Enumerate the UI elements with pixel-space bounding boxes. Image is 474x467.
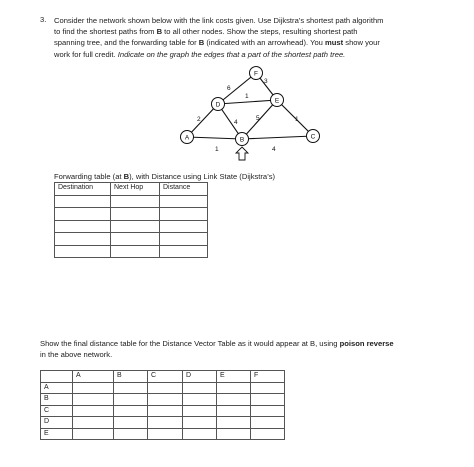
- dv-row: [41, 382, 285, 394]
- question-line-3: spanning tree, and the forwarding table for B (indicated with an arrowhead). You must show your: [54, 38, 380, 48]
- edge-d-e: [218, 100, 277, 104]
- forwarding-caption: Forwarding table (at B), with Distance using Link State (Dijkstra’s): [54, 172, 276, 181]
- table-cell[interactable]: [114, 428, 148, 440]
- edge-label-be: 5: [256, 115, 260, 122]
- dv-row-header-a: A: [41, 382, 73, 394]
- table-cell[interactable]: [183, 394, 217, 406]
- dv-col-header-a: A: [73, 371, 114, 383]
- table-cell[interactable]: [111, 208, 160, 221]
- forwarding-table: [54, 182, 208, 258]
- edge-label-ce: 1: [295, 116, 299, 123]
- forwarding-row: [55, 233, 208, 246]
- table-cell[interactable]: [73, 417, 114, 429]
- forwarding-row: [55, 220, 208, 233]
- question-line-2: to find the shortest paths from B to all other nodes. Show the steps, resulting shortest path: [54, 27, 358, 37]
- table-cell[interactable]: [114, 405, 148, 417]
- node-label-b: B: [239, 136, 245, 144]
- table-cell[interactable]: [217, 428, 251, 440]
- node-label-e: E: [274, 97, 280, 105]
- table-cell[interactable]: [251, 405, 285, 417]
- dv-row: [41, 417, 285, 429]
- dv-corner-cell: [41, 371, 73, 383]
- edge-d-f: [218, 70, 258, 104]
- table-cell[interactable]: [55, 195, 111, 208]
- table-cell[interactable]: [183, 405, 217, 417]
- table-cell[interactable]: [160, 245, 208, 258]
- forwarding-row: [55, 208, 208, 221]
- table-cell[interactable]: [114, 394, 148, 406]
- dv-col-header-e: E: [217, 371, 251, 383]
- table-cell[interactable]: [217, 417, 251, 429]
- table-cell[interactable]: [73, 428, 114, 440]
- table-cell[interactable]: [73, 394, 114, 406]
- question-line-4: work for full credit. Indicate on the graph the edges that a part of the shortest path tree.: [54, 49, 346, 59]
- table-cell[interactable]: [148, 417, 183, 429]
- table-cell[interactable]: [217, 405, 251, 417]
- table-cell[interactable]: [160, 208, 208, 221]
- dv-col-header-b: B: [114, 371, 148, 383]
- edge-b-c: [242, 136, 313, 139]
- edge-label-ab: 1: [215, 146, 219, 153]
- edge-a-b: [187, 137, 242, 139]
- dv-col-header-d: D: [183, 371, 217, 383]
- forwarding-header-distance: Distance: [160, 183, 208, 196]
- dv-caption: Show the final distance table for the Distance Vector Table as it would appear at B, using poison reverse in the above network.: [40, 339, 394, 359]
- edge-label-de: 1: [245, 93, 249, 100]
- dv-col-header-c: C: [148, 371, 183, 383]
- dv-header-row: [41, 371, 285, 383]
- table-cell[interactable]: [217, 382, 251, 394]
- table-cell[interactable]: [160, 220, 208, 233]
- table-cell[interactable]: [55, 208, 111, 221]
- table-cell[interactable]: [111, 195, 160, 208]
- forwarding-header-next-hop: Next Hop: [111, 183, 160, 196]
- table-cell[interactable]: [111, 245, 160, 258]
- dv-col-header-f: F: [251, 371, 285, 383]
- dv-row-header-c: C: [41, 405, 73, 417]
- question-number: 3.: [40, 15, 47, 24]
- table-cell[interactable]: [148, 382, 183, 394]
- node-label-a: A: [184, 134, 190, 142]
- forwarding-header-destination: Destination: [55, 183, 111, 196]
- arrowhead-icon: [236, 147, 248, 160]
- table-cell[interactable]: [55, 220, 111, 233]
- edge-label-df: 6: [227, 85, 231, 92]
- table-cell[interactable]: [183, 382, 217, 394]
- table-cell[interactable]: [111, 233, 160, 246]
- edge-label-ad: 2: [197, 116, 201, 123]
- edge-label-bc: 4: [272, 146, 276, 153]
- question-line-1: Consider the network shown below with the link costs given. Use Dijkstra’s shortest path algorithm: [54, 16, 384, 25]
- table-cell[interactable]: [111, 220, 160, 233]
- table-cell[interactable]: [55, 245, 111, 258]
- table-cell[interactable]: [251, 394, 285, 406]
- table-cell[interactable]: [160, 195, 208, 208]
- dv-row-header-e: E: [41, 428, 73, 440]
- table-cell[interactable]: [114, 382, 148, 394]
- edge-label-ef: 3: [264, 78, 268, 85]
- edge-label-bd: 4: [234, 119, 238, 126]
- node-label-c: C: [310, 133, 316, 141]
- table-cell[interactable]: [114, 417, 148, 429]
- node-label-f: F: [254, 70, 258, 78]
- table-cell[interactable]: [160, 233, 208, 246]
- dv-row-header-d: D: [41, 417, 73, 429]
- dv-row: [41, 405, 285, 417]
- forwarding-row: [55, 195, 208, 208]
- table-cell[interactable]: [183, 417, 217, 429]
- table-cell[interactable]: [55, 233, 111, 246]
- forwarding-row: [55, 245, 208, 258]
- table-cell[interactable]: [148, 428, 183, 440]
- table-cell[interactable]: [251, 428, 285, 440]
- table-cell[interactable]: [217, 394, 251, 406]
- dv-row: [41, 428, 285, 440]
- table-cell[interactable]: [251, 417, 285, 429]
- table-cell[interactable]: [148, 394, 183, 406]
- table-cell[interactable]: [251, 382, 285, 394]
- table-cell[interactable]: [148, 405, 183, 417]
- table-cell[interactable]: [73, 382, 114, 394]
- table-cell[interactable]: [183, 428, 217, 440]
- forwarding-header-row: [55, 183, 208, 196]
- dv-row-header-b: B: [41, 394, 73, 406]
- table-cell[interactable]: [73, 405, 114, 417]
- dv-row: [41, 394, 285, 406]
- node-label-d: D: [215, 101, 221, 109]
- distance-vector-table: [40, 370, 285, 440]
